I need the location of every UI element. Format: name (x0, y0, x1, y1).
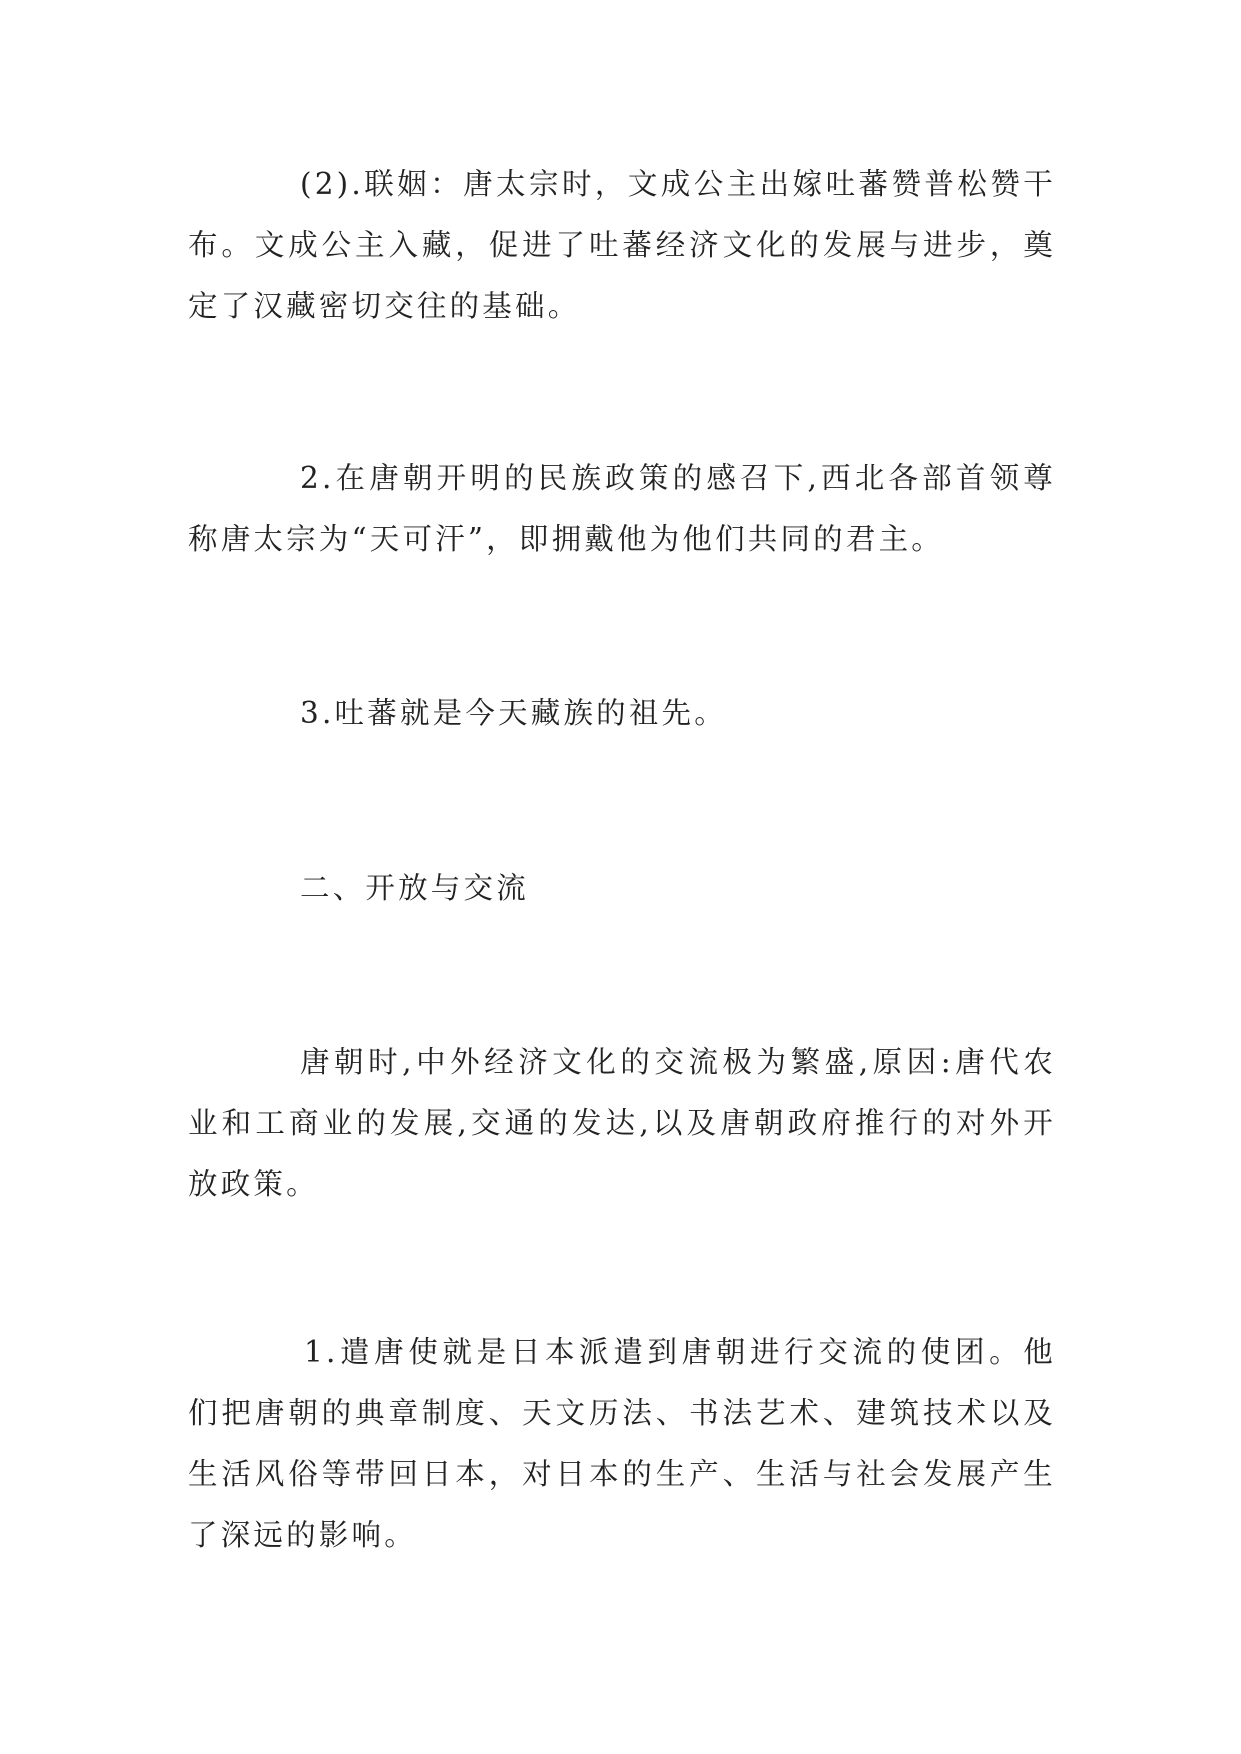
paragraph-japanese-envoys: 1.遣唐使就是日本派遣到唐朝进行交流的使团。他们把唐朝的典章制度、天文历法、书法艺术、建筑技术以及生活风俗等带回日本，对日本的生产、生活与社会发展产生了深远的影响。 (188, 1335, 1056, 1552)
paragraph-marriage-alliance: (2).联姻：唐太宗时，文成公主出嫁吐蕃赞普松赞干布。文成公主入藏，促进了吐蕃经济文化的发展与进步，奠定了汉藏密切交往的基础。 (188, 167, 1056, 323)
paragraph-tian-kehan: 2.在唐朝开明的民族政策的感召下,西北各部首领尊称唐太宗为“天可汗”，即拥戴他为他们共同的君主。 (188, 461, 1056, 556)
section-heading-opening-exchange: 二、开放与交流 (300, 871, 529, 905)
paragraph-tubo-ancestors: 3.吐蕃就是今天藏族的祖先。 (300, 696, 727, 730)
paragraph-exchange-reasons: 唐朝时,中外经济文化的交流极为繁盛,原因:唐代农业和工商业的发展,交通的发达,以及唐朝政府推行的对外开放政策。 (188, 1045, 1056, 1201)
